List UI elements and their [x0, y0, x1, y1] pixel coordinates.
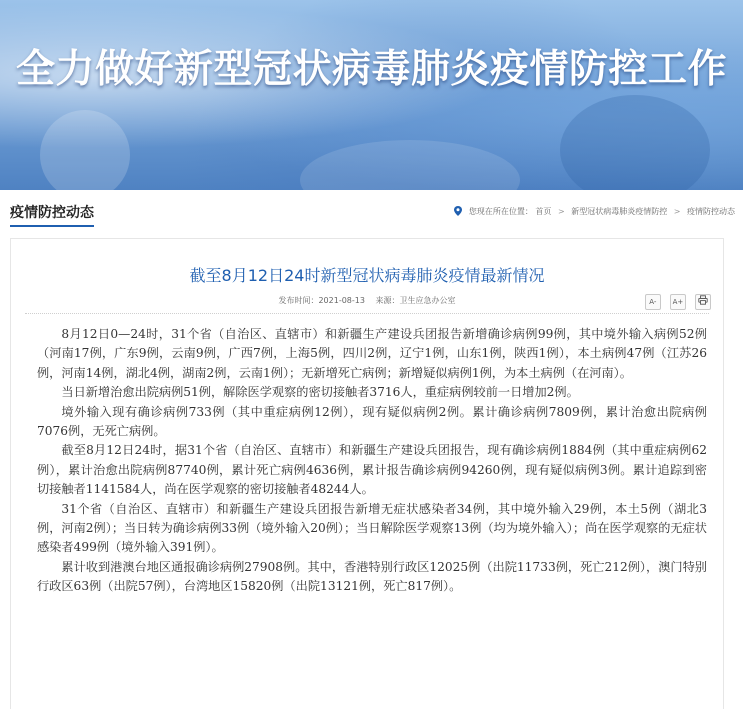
article-tools	[641, 291, 711, 310]
top-banner	[0, 0, 743, 190]
print-button[interactable]	[695, 294, 711, 310]
location-pin-icon	[454, 206, 462, 216]
section-header	[0, 190, 743, 232]
paragraph: 截至8月12日24时，据31个省（自治区、直辖市）和新疆生产建设兵团报告，现有确诊病例1884例（其中重症病例62例），累计治愈出院病例87740例，累计死亡病例4636例，累计报告确诊病例94260例，现有疑似病例3例。累计追踪到密切接触者1141584人，尚在医学观察的密切接触者48244人。	[37, 443, 707, 497]
banner-decoration	[560, 95, 710, 190]
breadcrumb-location-label: 您现在所在位置：	[468, 207, 533, 216]
breadcrumb-covid-section[interactable]: 新型冠状病毒肺炎疫情防控	[571, 207, 668, 216]
article-source: 来源：卫生应急办公室	[375, 296, 456, 305]
meta-divider	[25, 313, 709, 314]
banner-title: 全力做好新型冠状病毒肺炎疫情防控工作	[15, 47, 727, 92]
font-decrease-button[interactable]: A-	[645, 294, 661, 310]
breadcrumb-separator: >	[673, 207, 681, 216]
paragraph: 当日新增治愈出院病例51例，解除医学观察的密切接触者3716人，重症病例较前一日增加2例。	[61, 385, 579, 400]
paragraph: 境外输入现有确诊病例733例（其中重症病例12例），现有疑似病例2例。累计确诊病例7809例，累计治愈出院病例7076例，无死亡病例。	[37, 404, 707, 439]
breadcrumb	[454, 206, 735, 217]
publish-time: 发布时间：2021-08-13	[278, 296, 365, 305]
article-meta	[11, 295, 723, 306]
section-title: 疫情防控动态	[10, 202, 94, 227]
breadcrumb-home[interactable]: 首页	[535, 207, 552, 216]
paragraph: 累计收到港澳台地区通报确诊病例27908例。其中，香港特别行政区12025例（出院11733例，死亡212例），澳门特别行政区63例（出院57例），台湾地区15820例（出院13121例，死亡817例）。	[37, 559, 707, 594]
article-body	[37, 325, 707, 597]
breadcrumb-current[interactable]: 疫情防控动态	[687, 207, 735, 216]
breadcrumb-separator: >	[557, 207, 565, 216]
banner-decoration	[300, 140, 520, 190]
article-title: 截至8月12日24时新型冠状病毒肺炎疫情最新情况	[189, 266, 545, 285]
font-increase-button[interactable]: A+	[670, 294, 686, 310]
paragraph: 31个省（自治区、直辖市）和新疆生产建设兵团报告新增无症状感染者34例，其中境外输入29例，本土5例（湖北3例，河南2例）；当日转为确诊病例33例（境外输入20例）；当日解除医学观察13例（均为境外输入）；尚在医学观察的无症状感染者499例（境外输入391例）。	[37, 501, 707, 555]
print-icon	[698, 295, 708, 305]
banner-decoration	[40, 110, 130, 190]
article-container	[10, 238, 724, 709]
paragraph: 8月12日0—24时，31个省（自治区、直辖市）和新疆生产建设兵团报告新增确诊病例99例，其中境外输入病例52例（河南17例，广东9例，云南9例，广西7例，上海5例，四川2例，辽宁1例，山东1例，陕西1例），本土病例47例（江苏26例，河南14例，湖北4例，湖南2例，云南1例）；无新增死亡病例；新增疑似病例1例，为本土病例（在河南）。	[37, 327, 707, 380]
